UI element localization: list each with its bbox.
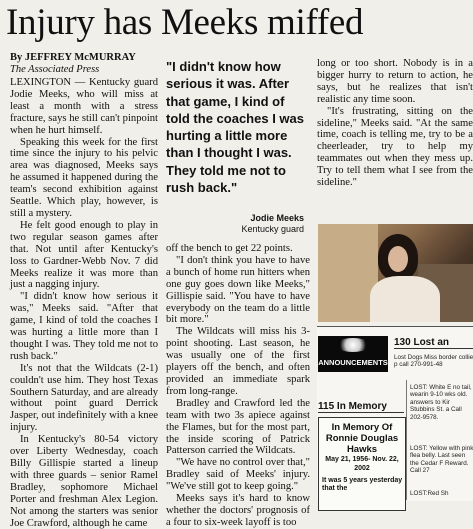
paragraph: off the bench to get 22 points. xyxy=(166,243,293,254)
memorial-dates: May 21, 1956- Nov. 22, 2002 xyxy=(325,456,399,472)
news-photo xyxy=(318,224,473,322)
memorial-notice xyxy=(318,417,406,511)
article-column-3 xyxy=(317,58,473,189)
pull-quote: "I didn't know how serious it was. After that game, I kind of told the coaches I was hurting a little more than I thought I was. They told me not to rush back." xyxy=(166,59,304,196)
paragraph: Meeks says it's hard to know whether the doctors' prognosis of a four to six-week layoff is too xyxy=(166,493,310,528)
paragraph: "I don't think you have to have a bunch of home run hitters when one guy goes down like Meeks," Gillispie said. "You have to have everybody on the team do a little bit more." xyxy=(166,254,310,326)
paragraph: The Wildcats will miss his 3-point shooting. Last season, he was usually one of the first players off the bench, and often provided an immediate spark from long-range. xyxy=(166,326,310,397)
announcements-banner: ANNOUNCEMENTS xyxy=(318,336,388,372)
paragraph: "It's frustrating, sitting on the sideline," Meeks said. "At the same time, coach is telling me, try to be a cheerleader, try to help my teammates out when they mess up. Try to tell them what I see from the sideline." xyxy=(317,105,473,189)
quote-speaker: Jodie Meeks xyxy=(250,213,304,223)
paragraph: LEXINGTON — Kentucky guard Jodie Meeks, who will miss at least a month with a stress fracture, says he still can't pinpoint when he hurt himself. xyxy=(10,77,158,136)
paragraph: In Kentucky's 80-54 victory over Liberty Wednesday, coach Billy Gillispie started a lineup with three guards – senior Ramel Bradley, sophomore Michael Porter and freshman Alex Legion. Not among the starters was senior Joe Crawford, although he came xyxy=(10,434,158,529)
burst-icon xyxy=(336,338,370,352)
classified-ad: LOST: Yellow with pink flea belly. Last seen the Cedar F Reward. Call 27 xyxy=(410,445,473,475)
byline xyxy=(10,52,136,76)
memorial-heading: In Memory Of xyxy=(331,422,393,433)
byline-author: By JEFFREY McMURRAY xyxy=(10,52,136,63)
headline: Injury has Meeks miffed xyxy=(6,2,364,43)
article-column-2 xyxy=(166,243,310,529)
classified-ad: LOST:Red Sh xyxy=(410,490,449,497)
article-column-1 xyxy=(10,77,158,529)
paragraph: long or too short. Nobody is in a bigger hurry to return to action, he says, but he realizes that isn't realistic any time soon. xyxy=(317,58,473,105)
section-in-memory: 115 In Memory xyxy=(318,401,404,413)
memorial-name: Ronnie Douglas Hawks xyxy=(325,433,399,455)
classified-ad: LOST: White E no tail, wearin 9-10 wks old. answers to Kir Stubbins St. a Call 202-9578. xyxy=(410,384,472,421)
pull-quote-attribution xyxy=(166,213,304,235)
classified-ad: Lost Dogs Miss border collie p call 270-991-48 xyxy=(394,354,473,369)
paragraph: It's not that the Wildcats (2-1) couldn't use him. They host Texas Southern Saturday, and are already without point guard Derrick Jasper, out indefinitely with a knee injury. xyxy=(10,362,158,434)
section-lost-and-found: 130 Lost an xyxy=(394,337,473,349)
paragraph: "I didn't know how serious it was," Meeks said. "After that game, I kind of told the coaches I was hurting a little more than I thought I was. They told me not to rush back." xyxy=(10,291,158,362)
paragraph: Speaking this week for the first time since the injury to his pelvic area was diagnosed, Meeks says he assumed it happened during the team's second exhibition against Seattle. Which play, however, is still a mystery. xyxy=(10,136,158,219)
paragraph: He felt good enough to play in two regular season games after that. Not until after Kentucky's loss to Gardner-Webb Nov. 7 did Meeks realize it was more than just a nagging injury. xyxy=(10,219,158,291)
quote-speaker-title: Kentucky guard xyxy=(241,224,304,234)
paragraph: "We have no control over that," Bradley said of Meeks' injury. "We've still got to keep going." xyxy=(166,457,310,493)
memorial-text: It was 5 years yesterday that the xyxy=(322,477,403,492)
byline-org: The Associated Press xyxy=(10,64,100,75)
paragraph: Bradley and Crawford led the team with two 3s apiece against the Flames, but for the most part, the inside scoring of Patrick Patterson carried the Wildcats. xyxy=(166,397,310,457)
